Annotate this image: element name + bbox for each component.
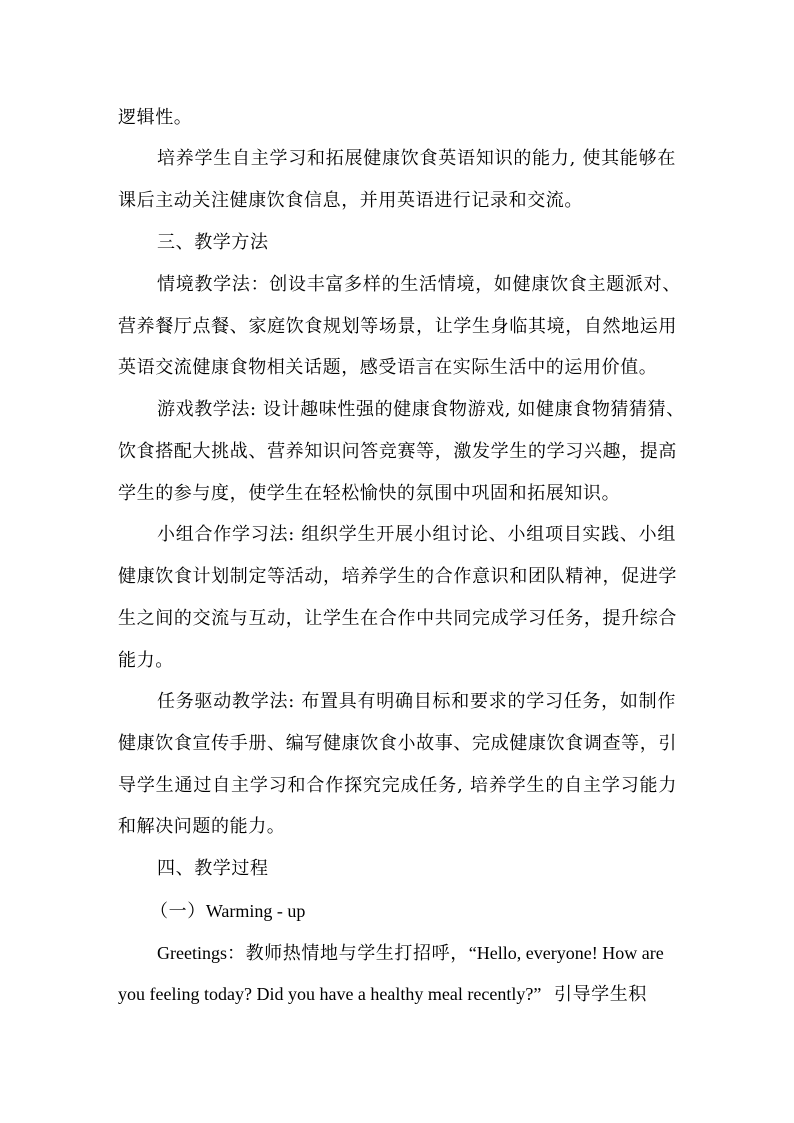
greetings-text: 教师热情地与学生打招呼，: [245, 943, 469, 964]
greetings-colon: ：: [226, 943, 246, 964]
paragraph-line: 导学生通过自主学习和合作探究完成任务, 培养学生的自主学习能力: [118, 775, 677, 796]
section-heading: 三、教学方法: [157, 232, 269, 253]
greetings-text-cont: 引导学生积: [553, 984, 647, 1005]
paragraph-line: 和解决问题的能力。: [118, 816, 286, 837]
paragraph-line: 英语交流健康食物相关话题，感受语言在实际生活中的运用价值。: [118, 357, 658, 378]
paragraph-line: 游戏教学法: 设计趣味性强的健康食物游戏, 如健康食物猜猜猜、: [157, 399, 685, 420]
paragraph-line: 能力。: [118, 650, 174, 671]
paragraph-line: 培养学生自主学习和拓展健康饮食英语知识的能力, 使其能够在: [157, 148, 676, 169]
paragraph-line: 健康饮食计划制定等活动，培养学生的合作意识和团队精神，促进学: [118, 566, 677, 587]
paragraph-line: 营养餐厅点餐、家庭饮食规划等场景，让学生身临其境，自然地运用: [118, 316, 677, 337]
subsection-prefix: （一）: [150, 901, 206, 922]
paragraph-line: 逻辑性。: [118, 107, 193, 128]
paragraph-line: [157, 941, 664, 966]
subsection-title: Warming - up: [205, 901, 306, 921]
paragraph-line: 饮食搭配大挑战、营养知识问答竞赛等，激发学生的学习兴趣，提高: [118, 441, 677, 462]
subsection-heading: [150, 899, 305, 924]
greetings-quote: “Hello, everyone! How are: [468, 943, 664, 963]
paragraph-line: 情境教学法：创设丰富多样的生活情境，如健康饮食主题派对、: [157, 274, 681, 295]
greetings-label: Greetings: [157, 943, 227, 963]
section-heading: 四、教学过程: [157, 858, 269, 879]
greetings-quote-cont: you feeling today? Did you have a healthy meal recently?”: [118, 984, 542, 1004]
paragraph-line: 课后主动关注健康饮食信息，并用英语进行记录和交流。: [118, 190, 583, 211]
paragraph-line: 健康饮食宣传手册、编写健康饮食小故事、完成健康饮食调查等，引: [118, 733, 677, 754]
paragraph-line: [118, 982, 647, 1007]
paragraph-line: 生之间的交流与互动，让学生在合作中共同完成学习任务，提升综合: [118, 608, 677, 629]
paragraph-line: 任务驱动教学法: 布置具有明确目标和要求的学习任务，如制作: [157, 691, 676, 712]
paragraph-line: 学生的参与度，使学生在轻松愉快的氛围中巩固和拓展知识。: [118, 483, 621, 504]
paragraph-line: 小组合作学习法: 组织学生开展小组讨论、小组项目实践、小组: [157, 524, 676, 545]
